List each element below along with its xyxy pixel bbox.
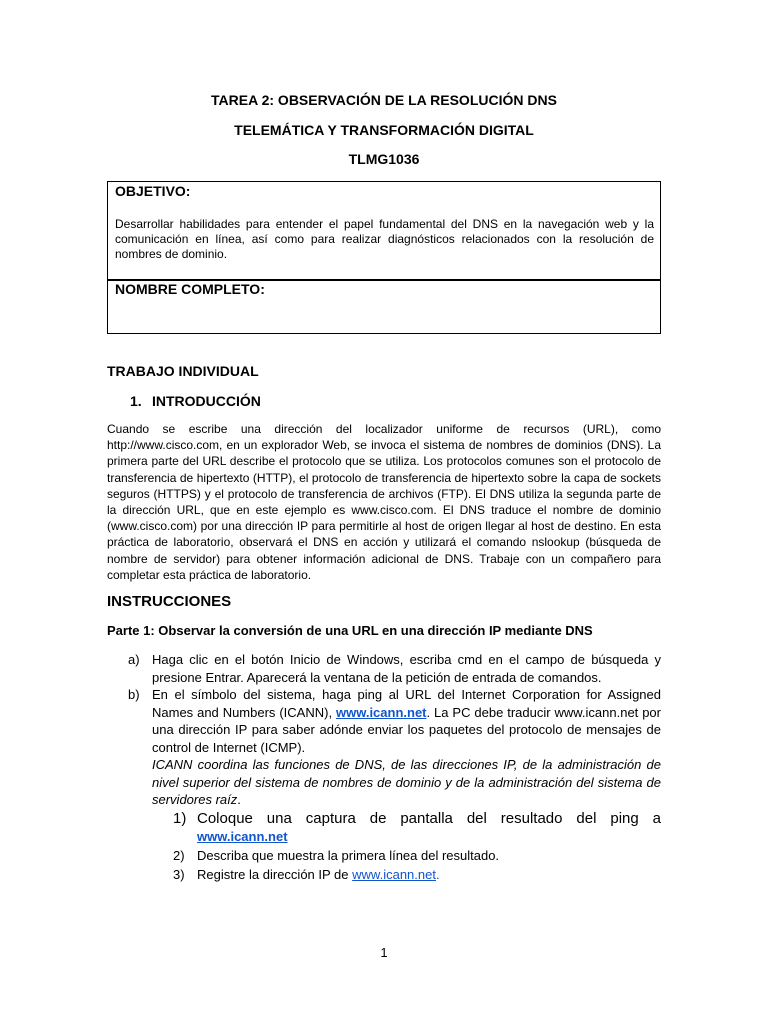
parte1-heading: Parte 1: Observar la conversión de una URL en una dirección IP mediante DNS <box>107 623 593 638</box>
subitem-2-text: Describa que muestra la primera línea del resultado. <box>197 848 500 863</box>
icann-note: ICANN coordina las funciones de DNS, de las direcciones IP, de la administración de nivel superior del sistema de nombres de dominio y de la administración del sistema de servidores raíz <box>152 757 661 807</box>
intro-paragraph: Cuando se escribe una dirección del localizador uniforme de recursos (URL), como http://www.cisco.com, en un explorador Web, se invoca el sistema de nombres de dominios (DNS). La primera parte del URL describe el protocolo que se utiliza. Los protocolos comunes son el protocolo de transferencia de hipertexto (HTTP), el protocolo de transferencia de hipertexto sobre la capa de sockets seguros (HTTPS) y el protocolo de transferencia de archivos (FTP). El DNS utiliza la segunda parte de la dirección URL, que en este ejemplo es www.cisco.com. El DNS traduce el nombre de dominio (www.cisco.com) por una dirección IP para permitirle al host de origen llegar al host de destino. En esta práctica de laboratorio, observará el DNS en acción y utilizará el comando nslookup (búsqueda de nombre de servidor) para obtener información adicional de DNS. Trabaje con un compañero para completar esta práctica de laboratorio. <box>107 422 661 582</box>
item-b-text <box>152 686 661 756</box>
page-number: 1 <box>380 945 388 960</box>
subitem-2-number: 2) <box>173 848 185 863</box>
item-b-text-end: . La PC debe traducir www.icann.net por una dirección IP para saber adónde enviar los paquetes del protocolo de mensajes de control de Internet (ICMP). <box>152 704 661 755</box>
subitem-3-link[interactable]: www.icann.net <box>352 867 436 882</box>
name-label: NOMBRE COMPLETO: <box>115 281 265 297</box>
subitem-1-number: 1) <box>173 810 187 827</box>
item-b-text-start: En el símbolo del sistema, haga ping al URL del Internet Corporation for Assigned Names and Numbers (ICANN), <box>152 687 661 720</box>
item-a-text: Haga clic en el botón Inicio de Windows, escriba cmd en el campo de búsqueda y presione Entrar. Aparecerá la ventana de la petición de entrada de comandos. <box>152 652 661 685</box>
item-a-label: a) <box>128 652 140 667</box>
subitem-1-text: Coloque una captura de pantalla del resultado del ping a <box>197 810 661 827</box>
instrucciones-heading: INSTRUCCIONES <box>107 593 232 610</box>
subitem-3-number: 3) <box>173 867 185 882</box>
objective-box <box>107 181 661 281</box>
subitem-3-label: Registre la dirección IP de <box>197 867 349 882</box>
course-title: TELEMÁTICA Y TRANSFORMACIÓN DIGITAL <box>234 122 534 138</box>
icann-note-period: . <box>237 792 241 807</box>
objective-label: OBJETIVO: <box>115 183 191 199</box>
course-code: TLMG1036 <box>348 151 420 167</box>
icann-link[interactable]: www.icann.net <box>335 704 427 720</box>
item-b-label: b) <box>128 687 140 702</box>
item-b-italic-note <box>152 756 661 809</box>
intro-number: 1. <box>130 393 142 409</box>
name-box <box>107 279 661 334</box>
doc-title: TAREA 2: OBSERVACIÓN DE LA RESOLUCIÓN DNS <box>211 92 557 108</box>
subitem-3-text <box>197 866 440 884</box>
subitem-3-period: . <box>435 867 440 882</box>
trabajo-heading: TRABAJO INDIVIDUAL <box>107 363 259 379</box>
objective-text: Desarrollar habilidades para entender el papel fundamental del DNS en la navegación web y la comunicación en línea, así como para realizar diagnósticos relacionados con la resolución de nombres de dominio. <box>115 217 654 261</box>
intro-heading: INTRODUCCIÓN <box>152 393 261 409</box>
subitem-1-link[interactable]: www.icann.net <box>197 829 288 844</box>
